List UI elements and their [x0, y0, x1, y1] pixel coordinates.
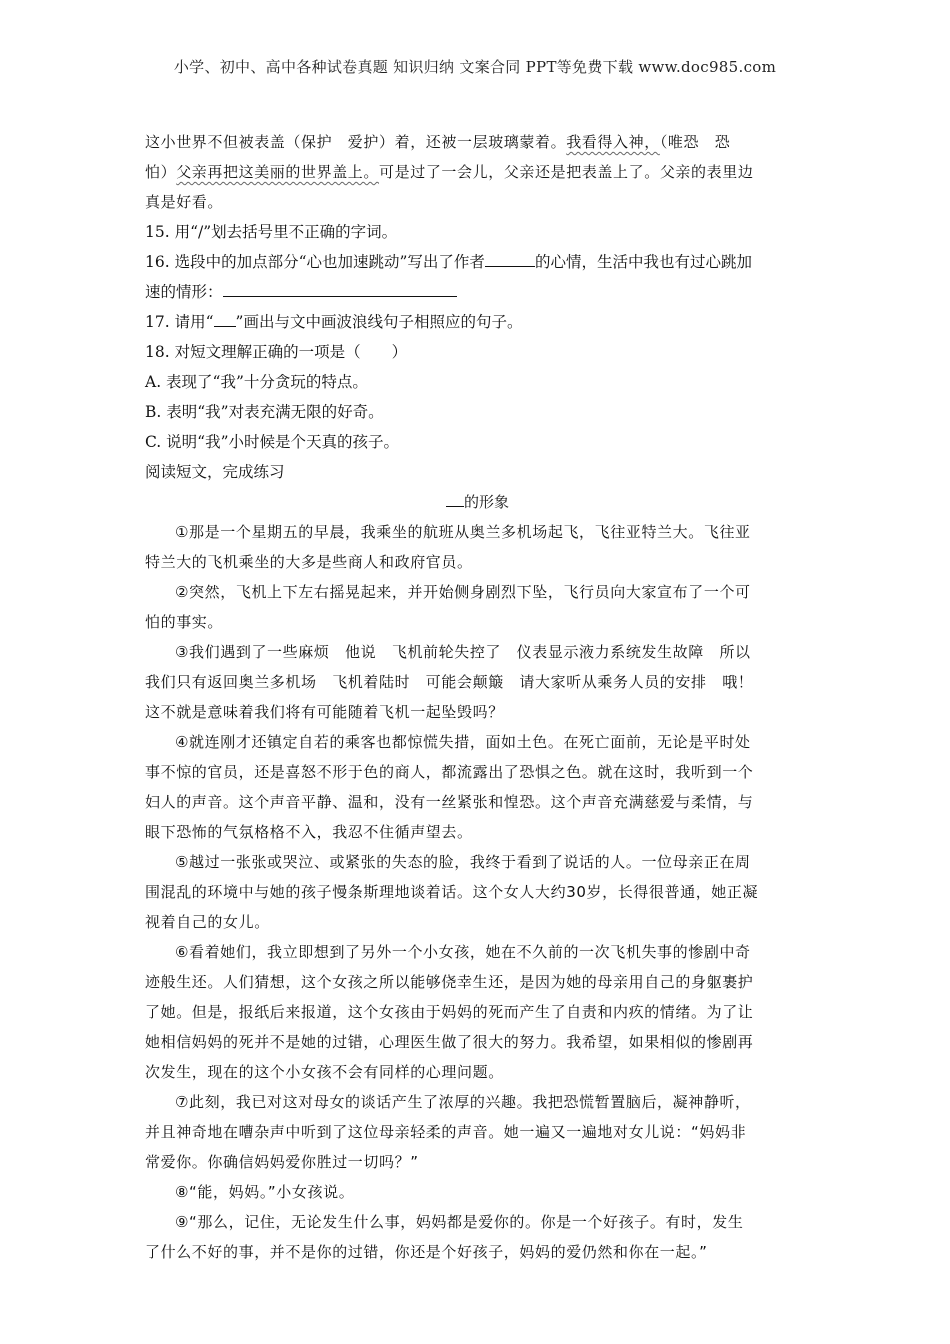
article-paragraph-6: 了她。但是，报纸后来报道，这个女孩由于妈妈的死而产生了自责和内疚的情绪。为了让: [145, 1003, 754, 1021]
article-paragraph-4: 事不惊的官员，还是喜怒不形于色的商人，都流露出了恐惧之色。就在这时，我听到一个: [145, 763, 754, 781]
answer-blank[interactable]: [223, 279, 457, 297]
article-paragraph-4: 眼下恐怖的气氛格格不入，我忍不住循声望去。: [145, 823, 473, 841]
question-16: 16. 选段中的加点部分“心也加速跳动”写出了作者 的心情，生活中我也有过心跳加: [145, 247, 810, 277]
question-15: 15. 用“/”划去括号里不正确的字词。: [145, 223, 398, 241]
article-paragraph-6: 迹般生还。人们猜想，这个女孩之所以能够侥幸生还，是因为她的母亲用自己的身躯裹护: [145, 973, 754, 991]
option-c[interactable]: C. 说明“我”小时候是个天真的孩子。: [145, 433, 400, 451]
article-paragraph-5: ⑤越过一张张或哭泣、或紧张的失态的脸，我终于看到了说话的人。一位母亲正在周: [175, 853, 751, 871]
article-title: 的形象: [145, 487, 810, 517]
article-paragraph-3: 这不就是意味着我们将有可能随着飞机一起坠毁吗？: [145, 703, 504, 721]
question-16-cont: 速的情形：: [145, 277, 810, 307]
wavy-underlined-text: 我看得入神，: [566, 133, 660, 151]
article-paragraph-6: ⑥看着她们，我立即想到了另外一个小女孩，她在不久前的一次飞机失事的惨剧中奇: [175, 943, 751, 961]
article-paragraph-9: ⑨“那么，记住，无论发生什么事，妈妈都是爱你的。你是一个好孩子。有时，发生: [175, 1213, 744, 1231]
passage-line-2: 怕）父亲再把这美丽的世界盖上。可是过了一会儿，父亲还是把表盖上了。父亲的表里边: [145, 163, 754, 181]
article-paragraph-2: ②突然，飞机上下左右摇晃起来，并开始侧身剧烈下坠，飞行员向大家宣布了一个可: [175, 583, 751, 601]
article-paragraph-8: ⑧“能，妈妈。”小女孩说。: [175, 1183, 355, 1201]
question-18: 18. 对短文理解正确的一项是（ ）: [145, 343, 408, 361]
question-17: 17. 请用“ ”画出与文中画波浪线句子相照应的句子。: [145, 307, 810, 337]
option-b[interactable]: B. 表明“我”对表充满无限的好奇。: [145, 403, 384, 421]
article-paragraph-6: 她相信妈妈的死并不是她的过错，心理医生做了很大的努力。我希望，如果相似的惨剧再: [145, 1033, 754, 1051]
article-paragraph-4: 妇人的声音。这个声音平静、温和，没有一丝紧张和惶恐。这个声音充满慈爱与柔情，与: [145, 793, 754, 811]
article-paragraph-5: 视着自己的女儿。: [145, 913, 270, 931]
article-paragraph-2: 怕的事实。: [145, 613, 224, 631]
passage-line-1: 这小世界不但被表盖（保护 爱护）着，还被一层玻璃蒙着。我看得入神，（唯恐 恐: [145, 133, 731, 151]
article-paragraph-7: 常爱你。你确信妈妈爱你胜过一切吗？”: [145, 1153, 419, 1171]
article-paragraph-4: ④就连刚才还镇定自若的乘客也都惊慌失措，面如土色。在死亡面前，无论是平时处: [175, 733, 751, 751]
article-paragraph-7: ⑦此刻，我已对这对母女的谈话产生了浓厚的兴趣。我把恐慌暂置脑后，凝神静听，: [175, 1093, 751, 1111]
underline-sample: [214, 309, 236, 327]
option-a[interactable]: A. 表现了“我”十分贪玩的特点。: [145, 373, 368, 391]
page-header: 小学、初中、高中各种试卷真题 知识归纳 文案合同 PPT等免费下载 www.doc985.com: [173, 58, 777, 76]
article-paragraph-9: 了什么不好的事，并不是你的过错，你还是个好孩子，妈妈的爱仍然和你在一起。”: [145, 1243, 708, 1261]
article-paragraph-6: 次发生，现在的这个小女孩不会有同样的心理问题。: [145, 1063, 504, 1081]
article-paragraph-3: 我们只有返回奥兰多机场 飞机着陆时 可能会颠簸 请大家听从乘务人员的安排 哦！: [145, 673, 754, 691]
passage-line-3: 真是好看。: [145, 193, 224, 211]
answer-blank[interactable]: [485, 249, 535, 267]
document-body: [145, 127, 810, 1267]
wavy-underlined-text: 父亲再把这美丽的世界盖上。: [176, 163, 380, 181]
reading-instruction: 阅读短文，完成练习: [145, 463, 285, 481]
article-paragraph-3: ③我们遇到了一些麻烦 他说 飞机前轮失控了 仪表显示液力系统发生故障 所以: [175, 643, 751, 661]
article-paragraph-1: 特兰大的飞机乘坐的大多是些商人和政府官员。: [145, 553, 473, 571]
article-paragraph-7: 并且神奇地在嘈杂声中听到了这位母亲轻柔的声音。她一遍又一遍地对女儿说：“妈妈非: [145, 1123, 747, 1141]
title-blank[interactable]: [446, 489, 464, 507]
article-paragraph-1: ①那是一个星期五的早晨，我乘坐的航班从奥兰多机场起飞，飞往亚特兰大。飞往亚: [175, 523, 751, 541]
article-paragraph-5: 围混乱的环境中与她的孩子慢条斯理地谈着话。这个女人大约30岁，长得很普通，她正凝: [145, 883, 759, 901]
